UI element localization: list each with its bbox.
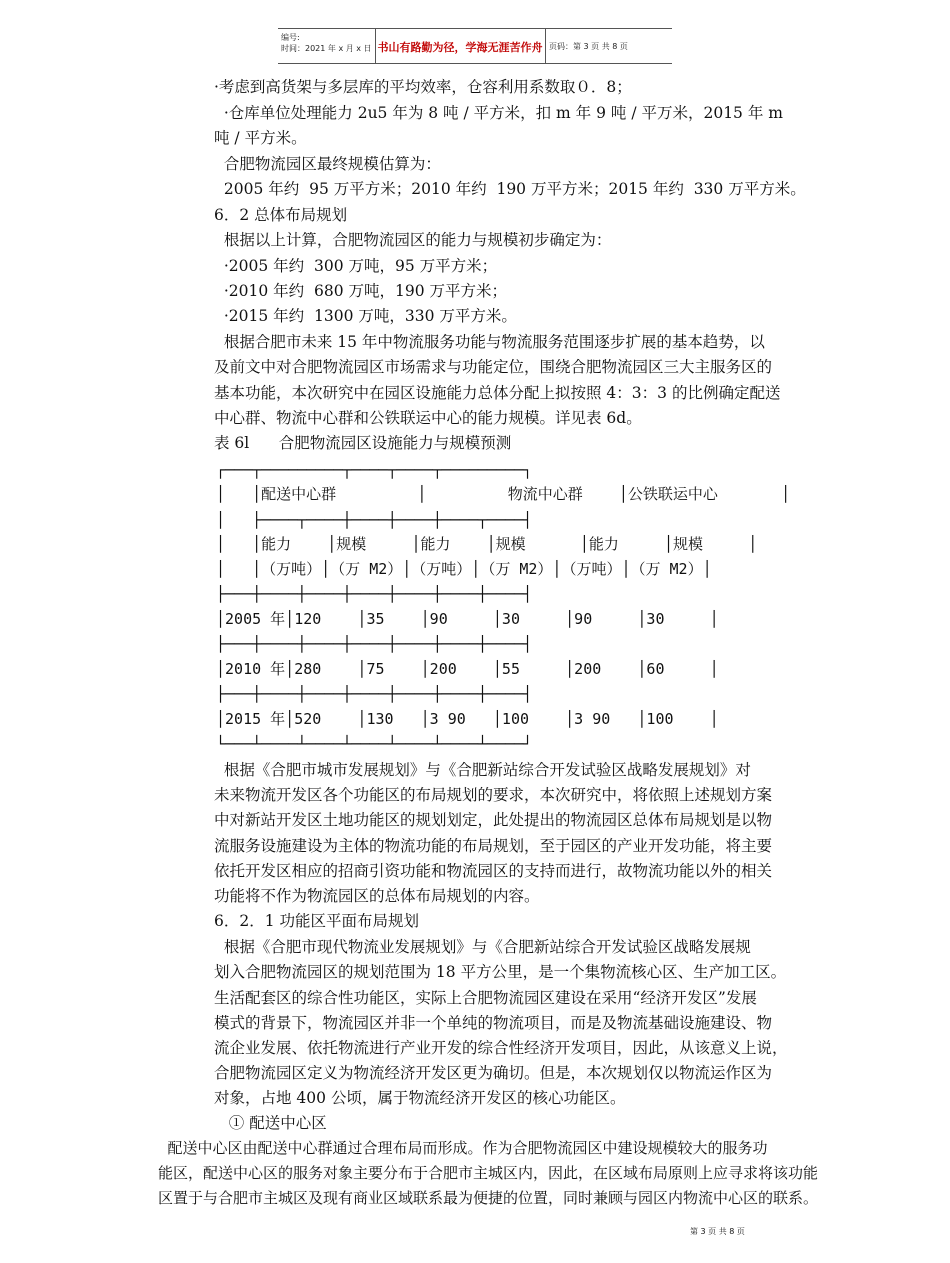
table-line: │2015 年│520 │130 │3 90 │100 │3 90 │100 │: [216, 710, 719, 728]
text-line: 未来物流开发区各个功能区的布局规划的要求，本次研究中，将依照上述规划方案: [214, 786, 773, 804]
text-line: 区置于与合肥市主城区及现有商业区域联系最为便捷的位置，同时兼顾与园区内物流中心区的联系。: [158, 1189, 819, 1207]
text-line: 能区，配送中心区的服务对象主要分布于合肥市主城区内，因此，在区域布局原则上应寻求将该功能: [158, 1164, 819, 1182]
text-line: 根据合肥市未来 15 年中物流服务功能与物流服务范围逐步扩展的基本趋势，以: [214, 333, 765, 351]
header-info-cell: [278, 29, 376, 63]
page-header: [278, 28, 672, 64]
text-line: 及前文中对合肥物流园区市场需求与功能定位，围绕合肥物流园区三大主服务区的: [214, 358, 773, 376]
page-footer: 第 3 页 共 8 页: [690, 1227, 745, 1236]
table-line: │ │配送中心群 │ 物流中心群 │公铁联运中心 │: [216, 485, 791, 503]
table-line: │2005 年│120 │35 │90 │30 │90 │30 │: [216, 610, 719, 628]
text-line: ·2010 年约 680 万吨，190 万平方米；: [214, 282, 508, 300]
header-page-cell: [545, 29, 672, 63]
table-line: ├───┼────┼────┼────┼────┼────┼────┤: [216, 685, 533, 703]
text-line: 配送中心区由配送中心群通过合理布局而形成。作为合肥物流园区中建设规模较大的服务功: [158, 1139, 768, 1157]
text-line: 2005 年约 95 万平方米；2010 年约 190 万平方米；2015 年约 330 万平方米。: [214, 180, 806, 198]
text-line: 根据以上计算，合肥物流园区的能力与规模初步确定为：: [214, 231, 612, 249]
table-line: ├───┼────┼────┼────┼────┼────┼────┤: [216, 635, 533, 653]
table-line: ┌───┬─────────┬────┬────┬─────────┐: [216, 461, 533, 479]
section-heading: 6．2 总体布局规划: [214, 206, 348, 224]
header-page-label: 页码：第 3 页 共 8 页: [549, 42, 628, 51]
text-line: 合肥物流园区最终规模估算为：: [214, 155, 441, 173]
text-line: 模式的背景下，物流园区并非一个单纯的物流项目，而是及物流基础设施建设、物: [214, 1014, 773, 1032]
text-line: ·2005 年约 300 万吨，95 万平方米；: [214, 257, 498, 275]
table-line: │ │能力 │规模 │能力 │规模 │能力 │规模 │: [216, 535, 758, 553]
text-line: ·考虑到高货架与多层库的平均效率，仓容利用系数取０．8；: [214, 78, 632, 96]
text-line: 依托开发区相应的招商引资功能和物流园区的支持而进行，故物流功能以外的相关: [214, 862, 773, 880]
table-line: │ │（万吨）│（万 M2）│（万吨）│（万 M2）│（万吨）│（万 M2）│: [216, 560, 712, 578]
sub-heading: ① 配送中心区: [214, 1114, 327, 1132]
table-line: ├───┼────┼────┼────┼────┼────┼────┤: [216, 585, 533, 603]
text-line: 中对新站开发区土地功能区的规划划定，此处提出的物流园区总体布局规划是以物: [214, 811, 773, 829]
table-caption: 表 6l 合肥物流园区设施能力与规模预测: [214, 434, 512, 452]
text-line: 生活配套区的综合性功能区，实际上合肥物流园区建设在采用“经济开发区”发展: [214, 989, 757, 1007]
text-line: 根据《合肥市现代物流业发展规划》与《合肥新站综合开发试验区战略发展规: [214, 938, 751, 956]
text-line: 吨 / 平方米。: [214, 129, 307, 147]
table-line: └───┴────┴────┴────┴────┴────┴────┘: [216, 735, 533, 753]
text-line: 划入合肥物流园区的规划范围为 18 平方公里，是一个集物流核心区、生产加工区。: [214, 963, 787, 981]
text-line: 合肥物流园区定义为物流经济开发区更为确切。但是，本次规划仅以物流运作区为: [214, 1064, 773, 1082]
text-line: 基本功能，本次研究中在园区设施能力总体分配上拟按照 4：3：3 的比例确定配送: [214, 384, 781, 402]
text-line: 流服务设施建设为主体的物流功能的布局规划，至于园区的产业开发功能，将主要: [214, 837, 773, 855]
header-time-label: 时间：2021 年 x 月 x 日: [281, 44, 372, 53]
text-line: ·2015 年约 1300 万吨，330 万平方米。: [214, 307, 517, 325]
text-line: 流企业发展、依托物流进行产业开发的综合性经济开发项目，因此，从该意义上说，: [214, 1039, 788, 1057]
header-code-label: 编号:: [281, 33, 300, 42]
section-heading: 6．2．1 功能区平面布局规划: [214, 912, 420, 930]
text-line: 对象，占地 400 公顷，属于物流经济开发区的核心功能区。: [214, 1089, 626, 1107]
table-line: │ ├────┬────┼────┼────┼────┬────┤: [216, 511, 533, 529]
text-line: 中心群、物流中心群和公铁联运中心的能力规模。详见表 6d。: [214, 409, 642, 427]
text-line: 功能将不作为物流园区的总体布局规划的内容。: [214, 887, 540, 905]
header-motto-cell: [375, 29, 546, 63]
header-motto: 书山有路勤为径，学海无涯苦作舟: [377, 41, 543, 54]
text-line: ·仓库单位处理能力 2u5 年为 8 吨 / 平方米，扣 m 年 9 吨 / 平万米，2015 年 m: [214, 104, 783, 122]
text-line: 根据《合肥市城市发展规划》与《合肥新站综合开发试验区战略发展规划》对: [214, 761, 751, 779]
table-line: │2010 年│280 │75 │200 │55 │200 │60 │: [216, 660, 719, 678]
